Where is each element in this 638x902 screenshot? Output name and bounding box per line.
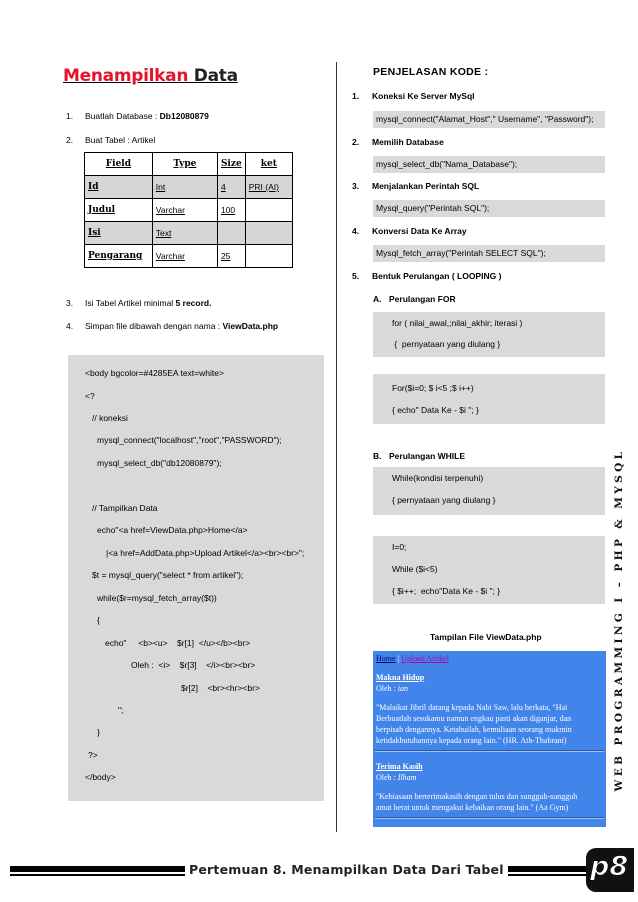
upload-article-link[interactable]: Upload Artikel bbox=[401, 654, 449, 663]
explain-code-3: Mysql_query("Perintah SQL"); bbox=[373, 200, 605, 217]
while-example-block bbox=[373, 536, 605, 604]
code-line: while($r=mysql_fetch_array($t)) bbox=[97, 593, 217, 603]
article-author: Oleh : ian bbox=[376, 684, 409, 693]
code-line: { echo" Data Ke - $i "; } bbox=[392, 405, 479, 415]
article-body-line: "Malaikat Jibril datang kepada Nabi Saw, lalu berkata, "Hai bbox=[376, 703, 568, 712]
article-body-line: amat berat untuk mengakui kebaikan orang lain." (Aa Gym) bbox=[376, 803, 569, 812]
explain-item-3: 3. Menjalankan Perintah SQL bbox=[352, 181, 480, 191]
header-type: Type bbox=[152, 153, 217, 176]
footer-title: Pertemuan 8. Menampilkan Data Dari Tabel bbox=[185, 862, 508, 877]
explain-code-2: mysql_select_db("Nama_Database"); bbox=[373, 156, 605, 173]
step-4: 4. Simpan file dibawah dengan nama : ViewData.php bbox=[66, 321, 279, 331]
explain-code-4: Mysql_fetch_array("Perintah SELECT SQL"); bbox=[373, 245, 605, 262]
code-line: |<a href=AddData.php>Upload Artikel</a><br><br>"; bbox=[106, 548, 305, 558]
while-loop-heading: B. Perulangan WHILE bbox=[373, 451, 466, 461]
code-line: $r[2] <br><hr><br> bbox=[181, 683, 260, 693]
code-line: I=0; bbox=[392, 542, 407, 552]
article-title: Makna Hidup bbox=[376, 673, 425, 682]
article-title: Terima Kasih bbox=[376, 762, 423, 771]
code-line: For($i=0; $ i<5 ;$ i++) bbox=[392, 383, 474, 393]
code-line: mysql_connect("localhost","root","PASSWORD"); bbox=[97, 435, 282, 445]
page-title-black: Data bbox=[188, 66, 238, 86]
explain-item-1: 1. Koneksi Ke Server MySql bbox=[352, 91, 475, 101]
table-row: Isi Text bbox=[85, 222, 293, 245]
article-author: Oleh : Ilham bbox=[376, 773, 417, 782]
field-table bbox=[84, 152, 293, 268]
code-listing bbox=[68, 355, 324, 801]
code-line: echo"<a href=ViewData.php>Home</a> bbox=[97, 525, 248, 535]
for-syntax-block bbox=[373, 312, 605, 357]
code-line: { bbox=[97, 615, 100, 625]
preview-nav: Home | Upload Artikel bbox=[376, 654, 449, 663]
explanation-heading: PENJELASAN KODE : bbox=[373, 66, 489, 78]
article-body-line: ketidakbutuhannya kepada orang lain." (HR. Ath-Thabrani) bbox=[376, 736, 567, 745]
home-link[interactable]: Home bbox=[376, 654, 396, 663]
course-side-label: WEB PROGRAMMING I – PHP & MYSQL bbox=[613, 448, 625, 792]
code-line: </body> bbox=[85, 772, 116, 782]
page-title-red: Menampilkan bbox=[63, 66, 189, 86]
explain-item-5: 5. Bentuk Perulangan ( LOOPING ) bbox=[352, 271, 502, 281]
code-line: mysql_select_db("db12080879"); bbox=[97, 458, 222, 468]
article-body-line: "Kebiasaan berterimakasih dengan tulus dan sungguh-sungguh bbox=[376, 792, 578, 801]
code-line: "; bbox=[118, 705, 124, 715]
code-line: } bbox=[97, 727, 100, 737]
code-line: for ( nilai_awal,;nilai_akhir; iterasi ) bbox=[392, 318, 523, 328]
header-field: Field bbox=[85, 153, 153, 176]
header-size: Size bbox=[217, 153, 245, 176]
for-loop-heading: A. Perulangan FOR bbox=[373, 294, 456, 304]
table-row: Pengarang Varchar 25 bbox=[85, 245, 293, 268]
explain-item-2: 2. Memilih Database bbox=[352, 137, 444, 147]
table-header-row bbox=[85, 153, 293, 176]
code-line: { pernyataan yang diulang } bbox=[392, 339, 501, 349]
code-line: // Tampilkan Data bbox=[92, 503, 158, 513]
page-footer bbox=[0, 852, 638, 892]
while-syntax-block bbox=[373, 467, 605, 515]
table-row: Judul Varchar 100 bbox=[85, 199, 293, 222]
table-row: Id Int 4 PRI (AI) bbox=[85, 176, 293, 199]
code-line: Oleh : <i> $r[3] </i><br><br> bbox=[131, 660, 256, 670]
page-title bbox=[63, 66, 238, 86]
code-line: While ($i<5) bbox=[392, 564, 438, 574]
code-line: ?> bbox=[88, 750, 98, 760]
step-2: 2. Buat Tabel : Artikel bbox=[66, 135, 156, 145]
explain-item-4: 4. Konversi Data Ke Array bbox=[352, 226, 467, 236]
code-line: // koneksi bbox=[92, 413, 128, 423]
step-3: 3. Isi Tabel Artikel minimal 5 record. bbox=[66, 298, 212, 308]
viewdata-preview bbox=[373, 651, 606, 827]
code-line: echo" <b><u> $r[1] </u></b><br> bbox=[105, 638, 251, 648]
for-example-block bbox=[373, 374, 605, 424]
code-line: <? bbox=[85, 391, 95, 401]
horizontal-rule bbox=[375, 750, 604, 752]
step-1: 1. Buatlah Database : Db12080879 bbox=[66, 111, 209, 121]
code-line: <body bgcolor=#4285EA text=white> bbox=[85, 368, 224, 378]
header-ket: ket bbox=[245, 153, 292, 176]
explain-code-1: mysql_connect("Alamat_Host"," Username", "Password"); bbox=[373, 111, 605, 128]
page-badge: p8 bbox=[586, 848, 634, 892]
code-line: { $i++; echo"Data Ke - $i "; } bbox=[392, 586, 501, 596]
code-line: While(kondisi terpenuhi) bbox=[392, 473, 484, 483]
horizontal-rule bbox=[375, 817, 604, 819]
article-body-line: berpisah dengannya. Ketahuilah, kemuliaan seorang mukmin bbox=[376, 725, 572, 734]
article-body-line: Berbuatlah sesukamu namun engkau pasti akan diganjar, dan bbox=[376, 714, 572, 723]
preview-caption: Tampilan File ViewData.php bbox=[430, 632, 542, 642]
column-divider bbox=[336, 62, 337, 832]
code-line: $t = mysql_query("select * from artikel"); bbox=[92, 570, 244, 580]
code-line: { pernyataan yang diulang } bbox=[392, 495, 496, 505]
